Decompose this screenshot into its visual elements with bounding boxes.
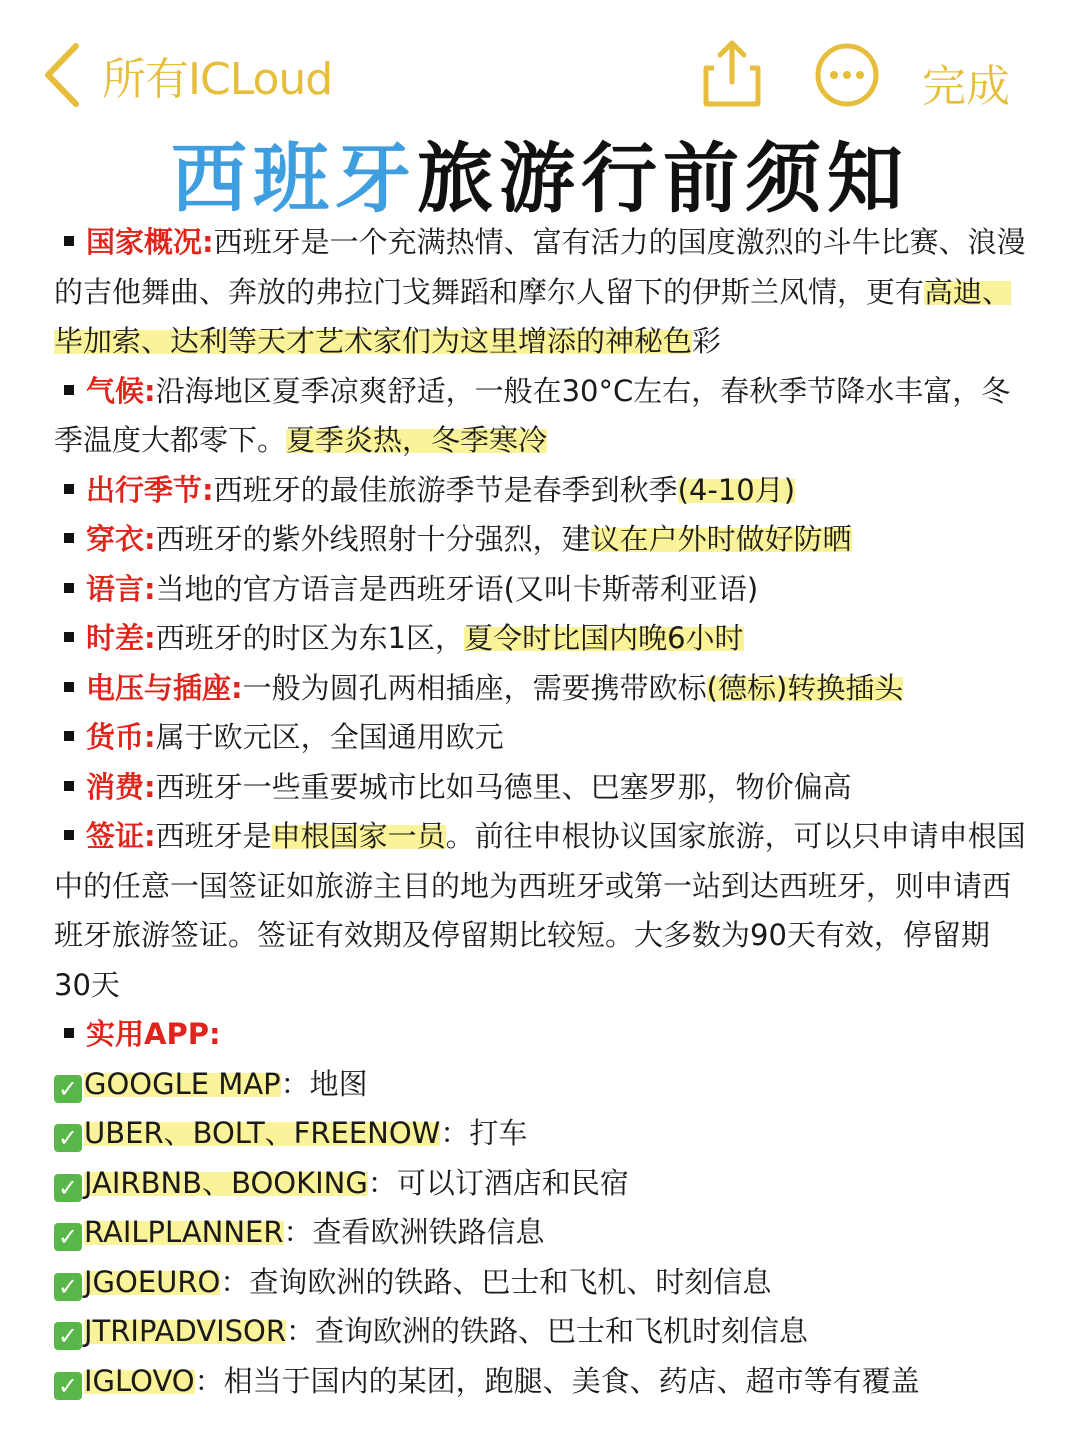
check-icon: ✓ — [54, 1372, 82, 1400]
section-label: 国家概况: — [86, 225, 214, 259]
more-icon — [812, 38, 882, 110]
note-content — [54, 218, 1026, 1406]
app-item — [54, 1109, 1026, 1159]
highlight-text: (德标)转换插头 — [706, 670, 904, 705]
bullet-icon — [64, 682, 74, 692]
section-consumption — [54, 763, 1026, 813]
section-label: 货币: — [86, 720, 156, 754]
app-name: JGOEURO — [84, 1264, 221, 1299]
section-label: 穿衣: — [86, 522, 156, 556]
app-desc: ：查询欧洲的铁路、巴士和飞机时刻信息 — [286, 1314, 809, 1348]
bullet-icon — [64, 781, 74, 791]
highlight-text: 夏令时比国内晚6小时 — [464, 621, 744, 655]
bullet-icon — [64, 731, 74, 741]
section-visa — [54, 812, 1026, 1010]
app-desc: ：地图 — [280, 1066, 368, 1101]
check-icon: ✓ — [54, 1075, 82, 1103]
chevron-left-icon — [40, 40, 84, 110]
section-text: 当地的官方语言是西班牙语(又叫卡斯蒂利亚语) — [155, 571, 759, 606]
section-apps — [54, 1010, 1026, 1060]
app-list — [54, 1060, 1026, 1407]
section-text: 西班牙的时区为东1区， — [155, 621, 465, 655]
section-currency — [54, 713, 1026, 763]
app-name: JTRIPADVISOR — [84, 1314, 287, 1348]
section-label: 实用APP: — [86, 1017, 221, 1051]
section-text: 西班牙一些重要城市比如马德里、巴塞罗那，物价偏高 — [155, 769, 852, 804]
section-label: 出行季节: — [86, 472, 214, 507]
app-desc: ：打车 — [440, 1116, 528, 1150]
section-text: 西班牙的紫外线照射十分强烈，建 — [155, 522, 591, 556]
section-overview — [54, 218, 1026, 367]
bullet-icon — [64, 583, 74, 593]
section-label: 电压与插座: — [86, 670, 243, 705]
bullet-icon — [64, 830, 74, 840]
share-button[interactable] — [700, 38, 764, 114]
app-item — [54, 1060, 1026, 1110]
section-label: 语言: — [86, 571, 156, 606]
section-language — [54, 565, 1026, 615]
back-button[interactable] — [40, 40, 332, 110]
section-label: 气候: — [86, 373, 156, 408]
title-part-blue: 西班牙 — [171, 134, 417, 223]
app-name: JAIRBNB、BOOKING — [84, 1165, 368, 1200]
app-item — [54, 1357, 1026, 1407]
section-text: 。前往申根协议国家旅游，可以只申请申根国中的任意一国签证如旅游主目的地为西班牙或第一站到达西班牙，则申请西班牙旅游签证。签证有效期及停留期比较短。大多数为90天有效，停留期30天 — [54, 819, 1026, 1002]
app-desc: ：查看欧洲铁路信息 — [283, 1215, 545, 1249]
app-desc: ：可以订酒店和民宿 — [367, 1165, 629, 1200]
check-icon: ✓ — [54, 1124, 82, 1152]
highlight-text: 议在户外时做好防晒 — [590, 522, 852, 556]
bullet-icon — [64, 1028, 74, 1038]
bullet-icon — [64, 236, 74, 246]
section-timezone — [54, 614, 1026, 664]
section-climate — [54, 367, 1026, 466]
app-name: RAILPLANNER — [84, 1215, 284, 1249]
highlight-text: 高迪、毕加索、达利等天才艺术家们为这里增添的神秘色 — [54, 274, 1012, 358]
app-desc: ：查询欧洲的铁路、巴士和飞机、时刻信息 — [220, 1264, 772, 1299]
more-button[interactable] — [812, 38, 882, 114]
done-button[interactable]: 完成 — [922, 61, 1010, 112]
bullet-icon — [64, 484, 74, 494]
check-icon: ✓ — [54, 1273, 82, 1301]
title-part-black: 旅游行前须知 — [417, 134, 909, 223]
check-icon: ✓ — [54, 1223, 82, 1251]
section-clothing — [54, 515, 1026, 565]
section-text: 一般为圆孔两相插座，需要携带欧标 — [242, 670, 707, 705]
section-text: 西班牙是一个充满热情、富有活力的国度激烈的斗牛比赛、浪漫的吉他舞曲、奔放的弗拉门戈舞蹈和摩尔人留下的伊斯兰风情，更有 — [54, 225, 1026, 309]
section-voltage — [54, 664, 1026, 714]
section-season — [54, 466, 1026, 516]
bullet-icon — [64, 385, 74, 395]
section-label: 消费: — [86, 769, 156, 804]
top-toolbar — [0, 0, 1080, 120]
app-item — [54, 1159, 1026, 1209]
section-label: 签证: — [86, 819, 156, 853]
share-icon — [700, 38, 764, 110]
section-text: 西班牙的最佳旅游季节是春季到秋季 — [213, 472, 678, 507]
highlight-text: (4-10月) — [677, 472, 796, 507]
bullet-icon — [64, 533, 74, 543]
section-text: 西班牙是 — [155, 819, 272, 853]
app-item — [54, 1307, 1026, 1357]
check-icon: ✓ — [54, 1322, 82, 1350]
app-name: UBER、BOLT、FREENOW — [84, 1116, 441, 1150]
check-icon: ✓ — [54, 1174, 82, 1202]
page-title — [0, 118, 1080, 227]
section-text: 彩 — [692, 324, 722, 358]
highlight-text: 申根国家一员 — [271, 819, 446, 853]
app-desc: ：相当于国内的某团，跑腿、美食、药店、超市等有覆盖 — [194, 1363, 920, 1398]
highlight-text: 夏季炎热，冬季寒冷 — [286, 423, 548, 457]
back-label: 所有ICLoud — [102, 54, 333, 105]
section-text: 沿海地区夏季凉爽舒适，一般在30°C左右，春秋季节降水丰富，冬季温度大都零下。 — [54, 373, 1011, 457]
section-text: 属于欧元区，全国通用欧元 — [155, 720, 504, 754]
bullet-icon — [64, 632, 74, 642]
app-name: GOOGLE MAP — [84, 1066, 281, 1101]
section-label: 时差: — [86, 621, 156, 655]
app-name: IGLOVO — [84, 1363, 195, 1398]
app-item — [54, 1258, 1026, 1308]
app-item — [54, 1208, 1026, 1258]
